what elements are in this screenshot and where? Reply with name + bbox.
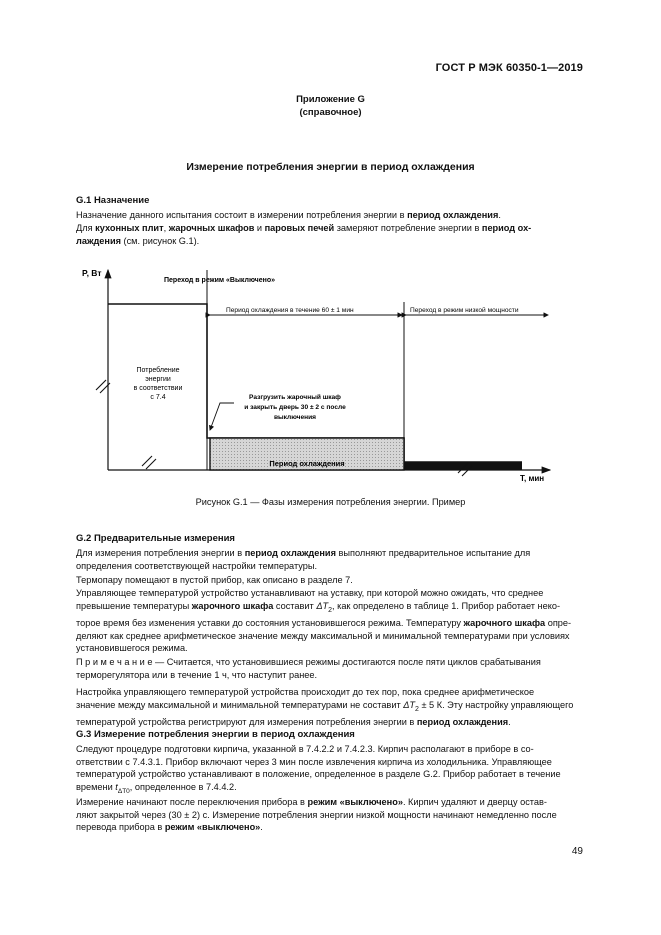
text: ответствии с 7.4.3.1. Прибор включают через 3 мин после извлечения кирпича из холодильника. Управляющее	[76, 756, 552, 767]
term: лаждения	[76, 235, 121, 246]
paragraph: Управляющее температурой устройство устанавливают на уставку, при которой можно ожидать, что среднее превышение температуры жарочного шкафа составит $\Delta T_2$, как определено в таблице 1. Прибор работает неко- торое время без изменения уставки до состояния установившегося режима. Температуру жарочного шкафа опре- деляют как среднее арифметическое значение между максимальной и минимальной температурами при условиях установившегося режима.	[76, 588, 572, 654]
paragraph	[76, 209, 583, 222]
consumption-text	[134, 366, 183, 401]
annex-title: Приложение G	[296, 94, 365, 105]
text: торое время без изменения уставки до состояния установившегося режима. Температуру	[76, 618, 464, 629]
low-power-bar	[404, 462, 522, 470]
text: Управляющее температурой устройство устанавливают на уставку, при которой можно ожидать, что среднее	[76, 588, 544, 598]
formula: t	[115, 781, 118, 792]
unload-pointer	[210, 403, 234, 430]
off-switch-label: Переход в режим «Выключено»	[164, 277, 276, 284]
text: Для измерения потребления энергии в	[76, 548, 245, 558]
term: режим «выключено»	[307, 797, 403, 807]
text: составит	[273, 600, 317, 611]
cooldown-measure-label: Период охлаждения в течение 60 ± 1 мин	[226, 307, 354, 314]
text: , как определено в таблице 1. Прибор работает неко-	[332, 600, 561, 611]
text: .	[508, 717, 511, 728]
paragraph	[76, 574, 583, 587]
text: деляют как среднее арифметическое значение между максимальной и минимальной температурами при условиях	[76, 630, 570, 641]
text: Следуют процедуре подготовки кирпича, указанной в 7.4.2.2 и 7.4.2.3. Кирпич располагают в приборе в со-	[76, 744, 534, 754]
text: Настройка управляющего температурой устройства происходит до тех пор, пока среднее арифметическое	[76, 687, 535, 697]
term: жарочного шкафа	[463, 618, 546, 629]
text: . Кирпич удаляют и дверцу остав-	[402, 797, 547, 807]
text: терморегулятора или в течение 1 ч, что наступит ранее.	[76, 669, 318, 680]
paragraph	[76, 547, 583, 572]
paragraph	[76, 222, 583, 247]
text: превышение температуры	[76, 600, 192, 611]
text: ± 5 К. Эту настройку управляющего	[418, 699, 574, 710]
section-heading-g3: G.3 Измерение потребления энергии в период охлаждения	[76, 729, 355, 740]
section-heading-g2: G.2 Предварительные измерения	[76, 533, 235, 544]
note-label: П р и м е ч а н и е	[76, 657, 153, 667]
text: .	[498, 210, 501, 220]
paragraph: Следуют процедуре подготовки кирпича, указанной в 7.4.2.2 и 7.4.2.3. Кирпич располагают в приборе в со- ответствии с 7.4.3.1. Прибор включают через 3 мин после извлечения кирпича из холодильника. Управляющее температурой устройство устанавливают в положение, определенное в разделе G.2. Прибор работает в течение времени $t_{\Delta T0}$, определенное в 7.4.4.2.	[76, 744, 561, 795]
text: значение между максимальной и минимальной температурами не составит	[76, 699, 404, 710]
text: .	[260, 822, 263, 833]
term: паровых печей	[264, 223, 335, 233]
text: (см. рисунок G.1).	[120, 235, 200, 246]
consumption-line: Потребление	[136, 367, 180, 374]
figure-caption: Рисунок G.1 — Фазы измерения потребления энергии. Пример	[195, 497, 466, 507]
consumption-line: в соответствии	[133, 385, 183, 392]
paragraph	[76, 796, 583, 834]
figure-g1	[60, 262, 560, 490]
unload-text	[244, 393, 346, 421]
term: период охлаждения	[244, 548, 336, 558]
term: жарочных шкафов	[168, 223, 255, 233]
term: период охлаждения	[416, 717, 509, 728]
note	[76, 656, 583, 681]
term: период охлаждения	[407, 210, 499, 220]
text: замеряют потребление энергии в	[334, 223, 482, 233]
text: , определенное в 7.4.4.2.	[129, 781, 237, 792]
text: выполняют предварительное испытание для	[335, 548, 531, 558]
formula: ΔT	[316, 600, 329, 611]
page-title: Измерение потребления энергии в период охлаждения	[186, 161, 475, 173]
unload-line: выключения	[273, 414, 317, 421]
text: Назначение данного испытания состоит в измерении потребления энергии в	[76, 210, 408, 220]
text: температурой устройство устанавливают в положение, определенное в разделе G.2. Прибор работает в течение	[76, 769, 561, 780]
y-axis-label: P, Вт	[82, 268, 102, 278]
text: определения соответствующей настройки температуры.	[76, 560, 318, 571]
text: Измерение начинают после переключения прибора в	[76, 797, 308, 807]
term: кухонных плит	[95, 223, 164, 233]
text: — Считается, что установившиеся режимы достигаются после пяти циклов срабатывания	[152, 657, 541, 667]
text: перевода прибора в	[76, 822, 165, 833]
formula: ΔT	[403, 699, 415, 710]
text: установившегося режима.	[76, 643, 188, 654]
text: Термопару помещают в пустой прибор, как описано в разделе 7.	[76, 575, 353, 585]
document-id: ГОСТ Р МЭК 60350-1—2019	[435, 62, 583, 74]
text: ,	[163, 223, 169, 233]
page-number: 49	[571, 846, 583, 857]
annex-subtitle: (справочное)	[299, 107, 362, 118]
paragraph: Настройка управляющего температурой устройства происходит до тех пор, пока среднее арифметическое значение между максимальной и минимальной температурами не составит $\Delta T_2 \pm 5$ К. Эту настройку управляющего температурой устройства регистрируют для измерения потребления энергии в период охлаждения.	[76, 687, 574, 728]
consumption-line: с 7.4	[150, 394, 166, 401]
text: Для	[76, 223, 96, 233]
unload-line: Разгрузить жарочный шкаф	[249, 394, 341, 401]
text: температурой устройства регистрируют для измерения потребления энергии в	[76, 717, 417, 728]
term: жарочного шкафа	[191, 600, 274, 611]
section-heading-g1: G.1 Назначение	[76, 195, 150, 206]
x-axis-label: T, мин	[520, 474, 545, 483]
consumption-line: энергии	[145, 376, 171, 383]
text: и	[254, 223, 265, 233]
text: ляют закрытой через (30 ± 2) с. Измерение потребления энергии низкой мощности начинают немедленно после	[76, 809, 557, 820]
text: опре-	[545, 618, 572, 629]
low-power-label: Переход в режим низкой мощности	[410, 307, 519, 314]
term: период ох-	[481, 223, 532, 233]
cooling-period-label: Период охлаждения	[269, 459, 345, 468]
unload-line: и закрыть дверь 30 ± 2 с после	[244, 404, 346, 411]
term: режим «выключено»	[164, 822, 261, 833]
text: времени	[76, 781, 116, 792]
